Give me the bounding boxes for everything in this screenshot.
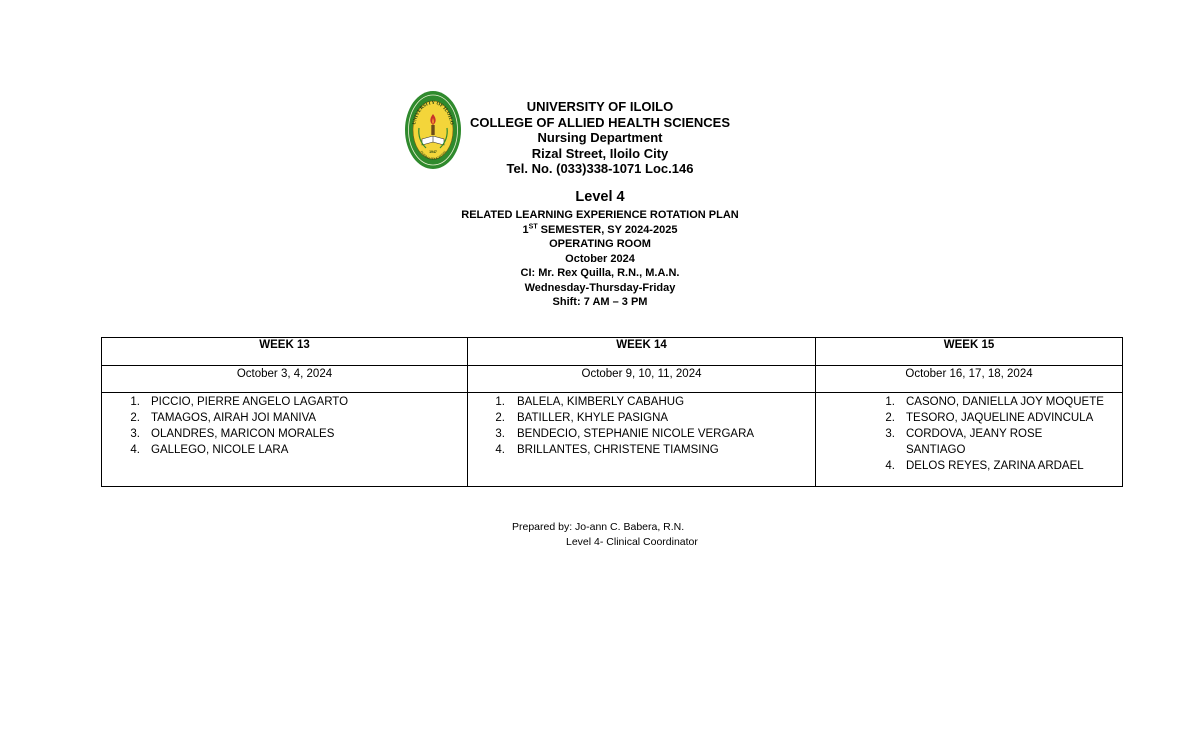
plan-title-block bbox=[350, 187, 850, 310]
plan-title: RELATED LEARNING EXPERIENCE ROTATION PLAN bbox=[461, 209, 739, 221]
list-item: 3. OLANDRES, MARICON MORALES bbox=[130, 428, 335, 440]
week-15-dates: October 16, 17, 18, 2024 bbox=[816, 366, 1123, 393]
semester-number: 1 bbox=[522, 223, 529, 236]
semester-line bbox=[350, 223, 850, 238]
university-name: UNIVERSITY OF ILOILO bbox=[526, 99, 674, 114]
week-header-row bbox=[102, 338, 1123, 366]
list-item: 2. BATILLER, KHYLE PASIGNA bbox=[495, 412, 669, 424]
week-13-students bbox=[102, 393, 468, 487]
duty-days: Wednesday-Thursday-Friday bbox=[524, 281, 676, 294]
list-item: 1. CASONO, DANIELLA JOY MOQUETE bbox=[885, 396, 1104, 408]
letterhead bbox=[400, 99, 800, 177]
telephone: Tel. No. (033)338-1071 Loc.146 bbox=[506, 161, 694, 176]
list-item: 4. BRILLANTES, CHRISTENE TIAMSING bbox=[495, 444, 719, 456]
semester-text: SEMESTER, SY 2024-2025 bbox=[537, 223, 678, 236]
week-13-dates: October 3, 4, 2024 bbox=[102, 366, 468, 393]
seal-bottom-text: PHINMA EDUCATION bbox=[419, 150, 447, 162]
week-14-header: WEEK 14 bbox=[468, 338, 816, 366]
address: Rizal Street, Iloilo City bbox=[531, 145, 669, 161]
list-item: 1. BALELA, KIMBERLY CABAHUG bbox=[495, 396, 685, 408]
list-item: 2. TAMAGOS, AIRAH JOI MANIVA bbox=[130, 412, 317, 424]
seal-year: 1947 bbox=[429, 150, 437, 154]
student-list bbox=[816, 393, 1122, 474]
list-item: 3. CORDOVA, JEANY ROSE SANTIAGO bbox=[885, 428, 1043, 456]
month: October 2024 bbox=[565, 252, 635, 265]
rotation-table bbox=[101, 337, 1123, 487]
semester-superscript: ST bbox=[528, 222, 538, 230]
department-name: Nursing Department bbox=[537, 130, 663, 145]
week-14-dates: October 9, 10, 11, 2024 bbox=[468, 366, 816, 393]
list-item: 1. PICCIO, PIERRE ANGELO LAGARTO bbox=[130, 396, 349, 408]
clinical-instructor: CI: Mr. Rex Quilla, R.N., M.A.N. bbox=[520, 267, 680, 279]
shift-time: Shift: 7 AM – 3 PM bbox=[552, 296, 648, 308]
college-name: COLLEGE OF ALLIED HEALTH SCIENCES bbox=[469, 114, 730, 130]
week-15-header: WEEK 15 bbox=[816, 338, 1123, 366]
student-list bbox=[102, 393, 467, 458]
seal-top-text: UNIVERSITY OF ILOILO bbox=[412, 100, 454, 126]
list-item: 4. DELOS REYES, ZARINA ARDAEL bbox=[885, 460, 1084, 472]
students-row bbox=[102, 393, 1123, 487]
list-item: 2. TESORO, JAQUELINE ADVINCULA bbox=[885, 412, 1094, 424]
list-item: 4. GALLEGO, NICOLE LARA bbox=[130, 444, 289, 456]
list-item: 3. BENDECIO, STEPHANIE NICOLE VERGARA bbox=[495, 428, 755, 440]
level-heading: Level 4 bbox=[575, 189, 625, 205]
week-13-header: WEEK 13 bbox=[102, 338, 468, 366]
week-14-students bbox=[468, 393, 816, 487]
area-name: OPERATING ROOM bbox=[549, 238, 651, 250]
week-15-students bbox=[816, 393, 1123, 487]
prepared-by: Prepared by: Jo-ann C. Babera, R.N. bbox=[512, 521, 685, 533]
student-list bbox=[468, 393, 815, 458]
coordinator-title: Level 4- Clinical Coordinator bbox=[566, 536, 698, 548]
dates-row bbox=[102, 366, 1123, 393]
